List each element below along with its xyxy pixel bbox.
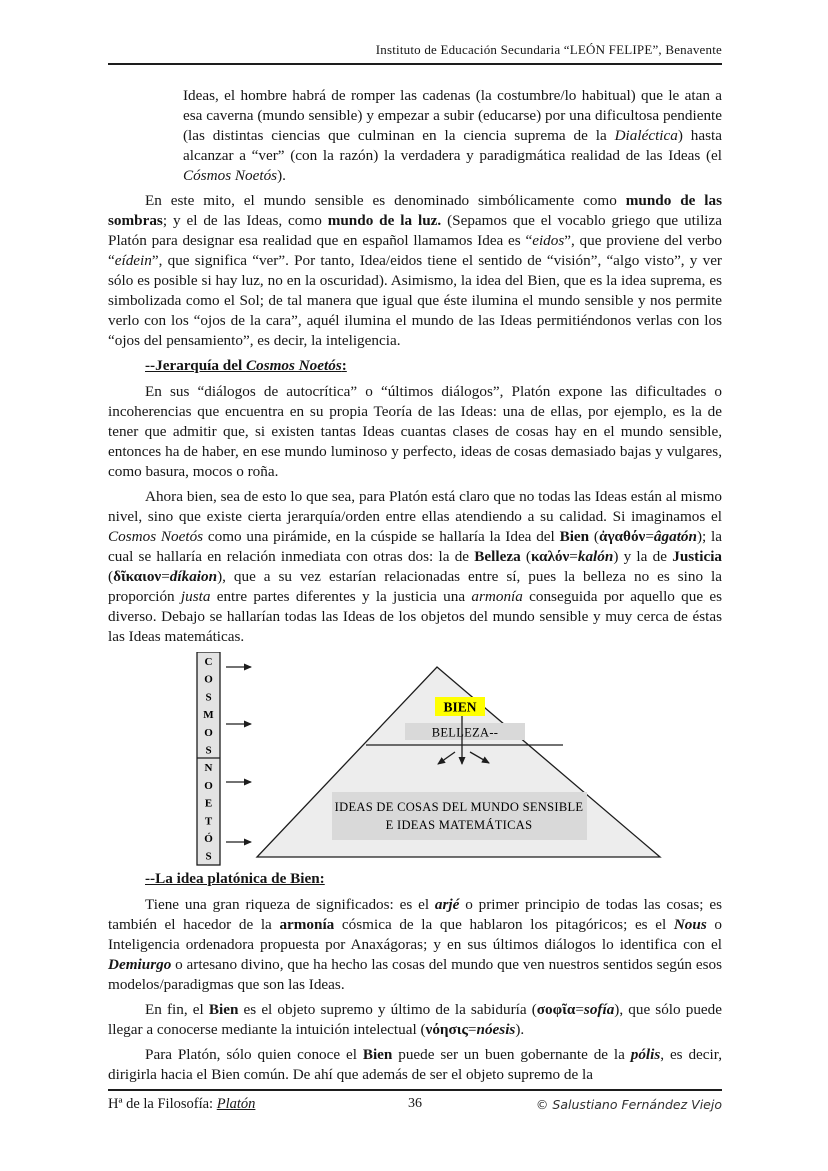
pyramid-diagram-svg	[108, 652, 722, 867]
bar-letter: O	[204, 779, 213, 792]
paragraph-piramide-jerarquia: Ahora bien, sea de esto lo que sea, para Platón está claro que no todas las Ideas están al mismo nivel, sino que existe cierta jerarquía/orden entre ellas atendiendo a su calidad. Si imaginamos el Cosmos Noetós como una pirámide, en la cúspide se hallaría la Idea del Bien (ἀγαθόν=âgatón); la cual se hallaría en relación inmediata con otras dos: la de Belleza (καλόν=kalón) y la de Justicia (δῖκαιον=díkaion), que a su vez estarían relacionadas entre sí, pues la belleza no es sino la proporción justa entre partes diferentes y la justicia una armonía conseguida por aquello que es diverso. Debajo se hallarían todas las Ideas de los objetos del mundo sensible y muy cerca de éstas las Ideas matemáticas.	[108, 488, 723, 645]
bar-letter: C	[204, 656, 213, 668]
page-header	[108, 42, 722, 65]
paragraph-shadows-and-light: En este mito, el mundo sensible es denominado simbólicamente como mundo de las sombras; y el de las Ideas, como mundo de la luz. (Sepamos que el vocablo griego que utiliza Platón para designar esa realidad que en español llamamos Idea es “eidos”, que proviene del verbo “eídein”, que significa “ver”. Por tanto, Idea/eidos tiene el sentido de “visión”, “algo visto”, y ver sólo es posible si hay luz, no en la oscuridad). Asimismo, la idea del Bien, que es la idea suprema, es simbolizada como el Sol; de tal manera que igual que éste ilumina el mundo sensible y nos permite verlo con los “ojos de la cara”, aquél ilumina el mundo de las Ideas permitiéndonos verlas con los “ojos del pensamiento”, es decir, la inteligencia.	[108, 192, 723, 349]
bien-label: BIEN	[443, 699, 477, 715]
document-body	[108, 86, 722, 1090]
heading-idea-platonica-bien: --La idea platónica de Bien:	[145, 870, 325, 887]
bar-letter: S	[205, 744, 212, 757]
page-number: 36	[408, 1096, 422, 1111]
paragraph-dialogos-autocritica: En sus “diálogos de autocrítica” o “últimos diálogos”, Platón expone las dificultades o incoherencias que encuentra en su propia Teoría de las Ideas: una de ellas, por ejemplo, es la de tener que admitir que, si existen tantas Ideas cuantas clases de cosas hay en el mundo sensible, entonces ha de haber, en ese mundo luminoso y perfecto, ideas de cosas demasiado bajas y vulgares, como basura, mocos o roña.	[108, 383, 722, 480]
bar-letter: O	[204, 673, 213, 686]
page-footer	[108, 1089, 722, 1112]
bar-letter: O	[204, 726, 213, 739]
paragraph-gobernante-polis: Para Platón, sólo quien conoce el Bien puede ser un buen gobernante de la pólis, es decir, dirigirla hacia el Bien común. De ahí que además de ser el objeto supremo de la	[108, 1046, 722, 1083]
ideas-base-label-line2: E IDEAS MATEMÁTICAS	[385, 818, 533, 832]
footer-course-prefix: Hª de la Filosofía:	[108, 1096, 217, 1112]
bar-letter: N	[204, 762, 213, 775]
institute-name: Instituto de Educación Secundaria “LEÓN FELIPE”, Benavente	[375, 42, 722, 57]
belleza-label: BELLEZA--	[431, 725, 499, 740]
footer-course	[108, 1096, 255, 1113]
bar-letter: S	[205, 850, 212, 863]
bar-letter: T	[204, 815, 213, 828]
heading-jerarquia-cosmos-noetos: --Jerarquía del Cosmos Noetós:	[145, 357, 347, 374]
bar-letter: M	[203, 709, 214, 722]
footer-course-title: Platón	[216, 1096, 256, 1112]
copyright-notice: © Salustiano Fernández Viejo	[535, 1097, 722, 1112]
ideas-base-label-line1: IDEAS DE COSAS DEL MUNDO SENSIBLE	[334, 800, 584, 814]
paragraph-cave-myth: Ideas, el hombre habrá de romper las cadenas (la costumbre/lo habitual) que le atan a esa caverna (mundo sensible) y empezar a subir (educarse) por una dificultosa pendiente (las distintas ciencias que culminan en la ciencia suprema de la Dialéctica) hasta alcanzar a “ver” (con la razón) la verdadera y paradigmática realidad de las Ideas (el Cósmos Noetós).	[183, 87, 722, 184]
bar-letter: S	[205, 691, 212, 704]
pyramid-diagram	[108, 652, 722, 867]
paragraph-riqueza-significados: Tiene una gran riqueza de significados: es el arjé o primer principio de todas las cosas; es también el hacedor de la armonía cósmica de la que hablaron los pitagóricos; es el Nous o Inteligencia ordenadora propuesta por Anaxágoras; y en sus últimos diálogos lo identifica con el Demiurgo o artesano divino, que ha hecho las cosas del mundo que ven nuestros sentidos según esos modelos/paradigmas que son las Ideas.	[108, 896, 722, 993]
bar-letter: E	[204, 797, 213, 810]
bar-letter: Ó	[204, 833, 213, 845]
paragraph-sabiduria: En fin, el Bien es el objeto supremo y último de la sabiduría (σοφῖα=sofía), que sólo puede llegar a conocerse mediante la intuición intelectual (νόησις=nóesis).	[108, 1001, 723, 1038]
